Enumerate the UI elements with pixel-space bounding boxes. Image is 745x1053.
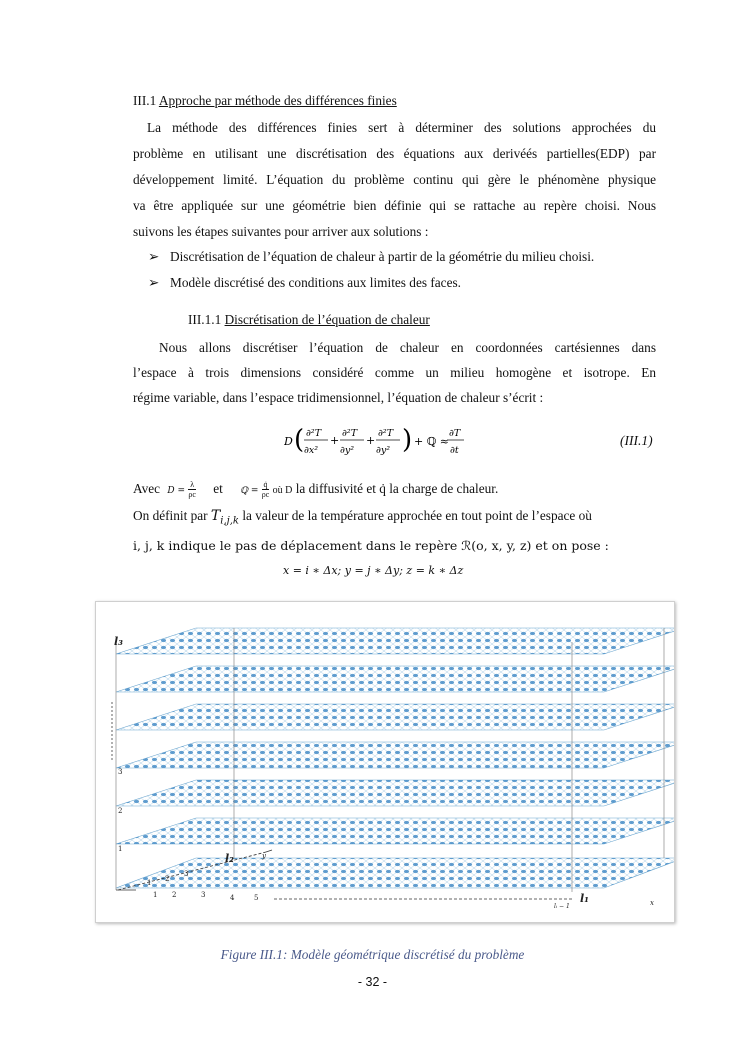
x-tick: 4: [230, 894, 235, 902]
section-title: Approche par méthode des différences finies: [158, 93, 397, 108]
y-tick: 2: [165, 875, 170, 883]
l3-label: l₃: [114, 635, 123, 648]
definition-line: Avec D = $\frac{\lambda}{\rho c}$ et ℚ = $\frac{q̇}{\rho c}$ où D la diffusivité et q̇ la charge de chaleur.: [133, 480, 499, 500]
paragraph-line-5: suivons les étapes suivantes pour arriver aux solutions :: [133, 224, 429, 239]
x-axis-label: x: [650, 899, 654, 907]
heat-equation: [284, 424, 474, 460]
subsection-heading: [188, 312, 711, 328]
x-tick: 1: [153, 891, 158, 899]
svg-text:+ ℚ ≈: + ℚ ≈: [414, 435, 450, 448]
z-tick: 1: [118, 845, 123, 853]
grid-planes: [116, 628, 674, 888]
equation-number: (III.1): [620, 433, 653, 448]
paragraph-line: l’espace à trois dimensions considéré comme un milieu homogène et isotrope. En: [133, 365, 656, 380]
x-tick: 5: [254, 894, 259, 902]
paragraph-line-4: va être appliquée sur une géométrie bien définie qui se rattache au repère choisi. Nous: [133, 198, 656, 213]
svg-text:∂x²: ∂x²: [304, 445, 319, 456]
figure-frame: [95, 601, 675, 923]
svg-text:): ): [402, 425, 413, 455]
svg-text:∂y²: ∂y²: [376, 445, 391, 456]
svg-text:+: +: [330, 434, 340, 447]
paragraph-line: régime variable, dans l’espace tridimensionnel, l’équation de chaleur s’écrit :: [133, 390, 544, 405]
arrow-bullet-icon: ➢: [148, 249, 160, 264]
z-tick: 2: [118, 807, 123, 815]
paragraph-line-3: développement limité. L’équation du problème continu qui gère le phénomène physique: [133, 172, 656, 187]
z-tick: 3: [118, 768, 123, 776]
y-tick: 1: [147, 879, 152, 887]
subsection-number: III.1.1: [188, 312, 222, 327]
definition-line: i, j, k indique le pas de déplacement dans le repère ℛ(o, x, y, z) et on pose :: [133, 538, 609, 553]
bullet-item: ➢ Modèle discrétisé des conditions aux limites des faces.: [148, 275, 461, 290]
svg-text:+: +: [366, 434, 376, 447]
svg-text:∂y²: ∂y²: [340, 445, 355, 456]
lambda-fraction: $\frac{\lambda}{\rho c}$: [188, 480, 196, 500]
y-tick: 3: [184, 870, 189, 878]
arrow-bullet-icon: ➢: [148, 275, 160, 290]
section-number: III.1: [133, 93, 157, 108]
svg-text:∂²T: ∂²T: [342, 428, 358, 439]
l1-label: l₁: [580, 892, 589, 905]
figure-caption: Figure III.1: Modèle géométrique discrétisé du problème: [220, 947, 525, 962]
bullet-item: ➢ Discrétisation de l’équation de chaleur à partir de la géométrie du milieu choisi.: [148, 249, 595, 264]
definition-line: On définit par $T_{i,j,k}$ la valeur de la température approchée en tout point de l’espace où: [133, 508, 592, 527]
x-tick: 2: [172, 891, 177, 899]
l2-label: l₂: [225, 852, 234, 865]
step-definitions: x = i ∗ Δx; y = j ∗ Δy; z = k ∗ Δz: [283, 564, 464, 577]
q-fraction: $\frac{q̇}{\rho c}$: [261, 480, 270, 500]
subsection-title: Discrétisation de l’équation de chaleur: [224, 312, 430, 327]
svg-text:∂²T: ∂²T: [378, 428, 394, 439]
li-minus-label: lᵢ − 1: [554, 903, 570, 910]
svg-text:∂T: ∂T: [449, 428, 461, 439]
svg-text:D: D: [284, 435, 293, 448]
paragraph-line-1: La méthode des différences finies sert à déterminer des solutions approchées du: [147, 120, 656, 135]
svg-text:∂²T: ∂²T: [306, 428, 322, 439]
page-number: - 32 -: [357, 975, 388, 989]
svg-text:(: (: [294, 425, 305, 455]
paragraph-line: Nous allons discrétiser l’équation de chaleur en coordonnées cartésiennes dans: [159, 340, 656, 355]
x-tick: 3: [201, 891, 206, 899]
y-axis-label: y: [262, 852, 266, 860]
paragraph-line-2: problème en utilisant une discrétisation des équations aux derivéés partielles(EDP) par: [133, 146, 656, 161]
svg-text:∂t: ∂t: [450, 445, 459, 456]
section-heading: [133, 93, 656, 109]
discretized-grid-figure: [96, 602, 674, 922]
